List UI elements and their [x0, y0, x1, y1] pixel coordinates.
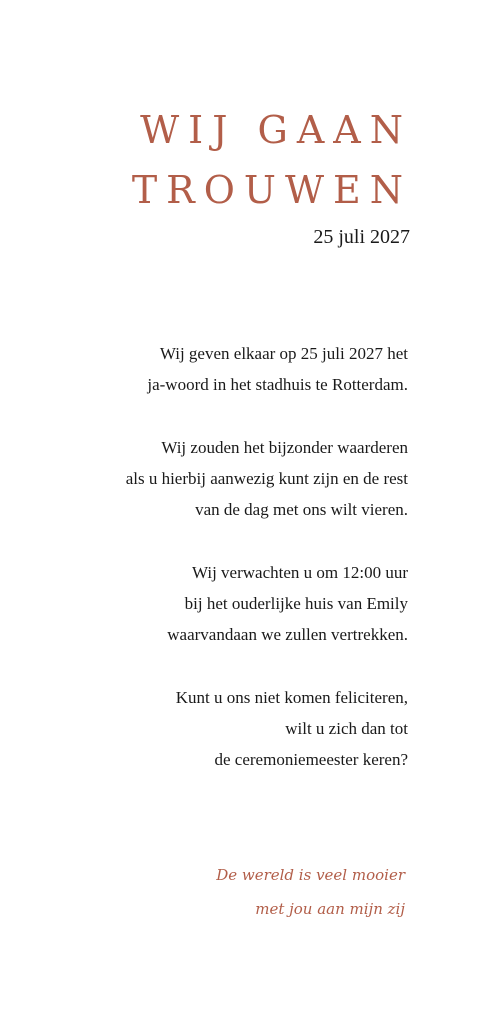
text-line: waarvandaan we zullen vertrekken.: [167, 625, 408, 644]
text-line: ja-woord in het stadhuis te Rotterdam.: [147, 375, 408, 394]
text-line: als u hierbij aanwezig kunt zijn en de rest: [125, 469, 408, 488]
headline-line-1: WIJ GAAN: [140, 108, 412, 152]
text-line: wilt u zich dan tot: [285, 719, 408, 738]
text-line: Wij zouden het bijzonder waarderen: [161, 438, 408, 457]
quote-line: met jou aan mijn zij: [255, 900, 405, 918]
paragraph-invitation: [126, 432, 408, 525]
closing-quote: [216, 858, 405, 926]
text-line: van de dag met ons wilt vieren.: [195, 500, 408, 519]
headline: [132, 100, 412, 220]
wedding-date: 25 juli 2027: [313, 226, 410, 248]
text-line: bij het ouderlijke huis van Emily: [184, 594, 408, 613]
quote-line: De wereld is veel mooier: [216, 866, 405, 884]
headline-line-2: TROUWEN: [131, 168, 412, 212]
text-line: Kunt u ons niet komen feliciteren,: [175, 688, 408, 707]
paragraph-time-location: [126, 557, 408, 650]
paragraph-ceremony: [126, 338, 408, 400]
invitation-text: [126, 338, 408, 775]
text-line: de ceremoniemeester keren?: [214, 750, 408, 769]
text-line: Wij geven elkaar op 25 juli 2027 het: [159, 344, 408, 363]
text-line: Wij verwachten u om 12:00 uur: [191, 563, 408, 582]
paragraph-contact: [126, 682, 408, 775]
